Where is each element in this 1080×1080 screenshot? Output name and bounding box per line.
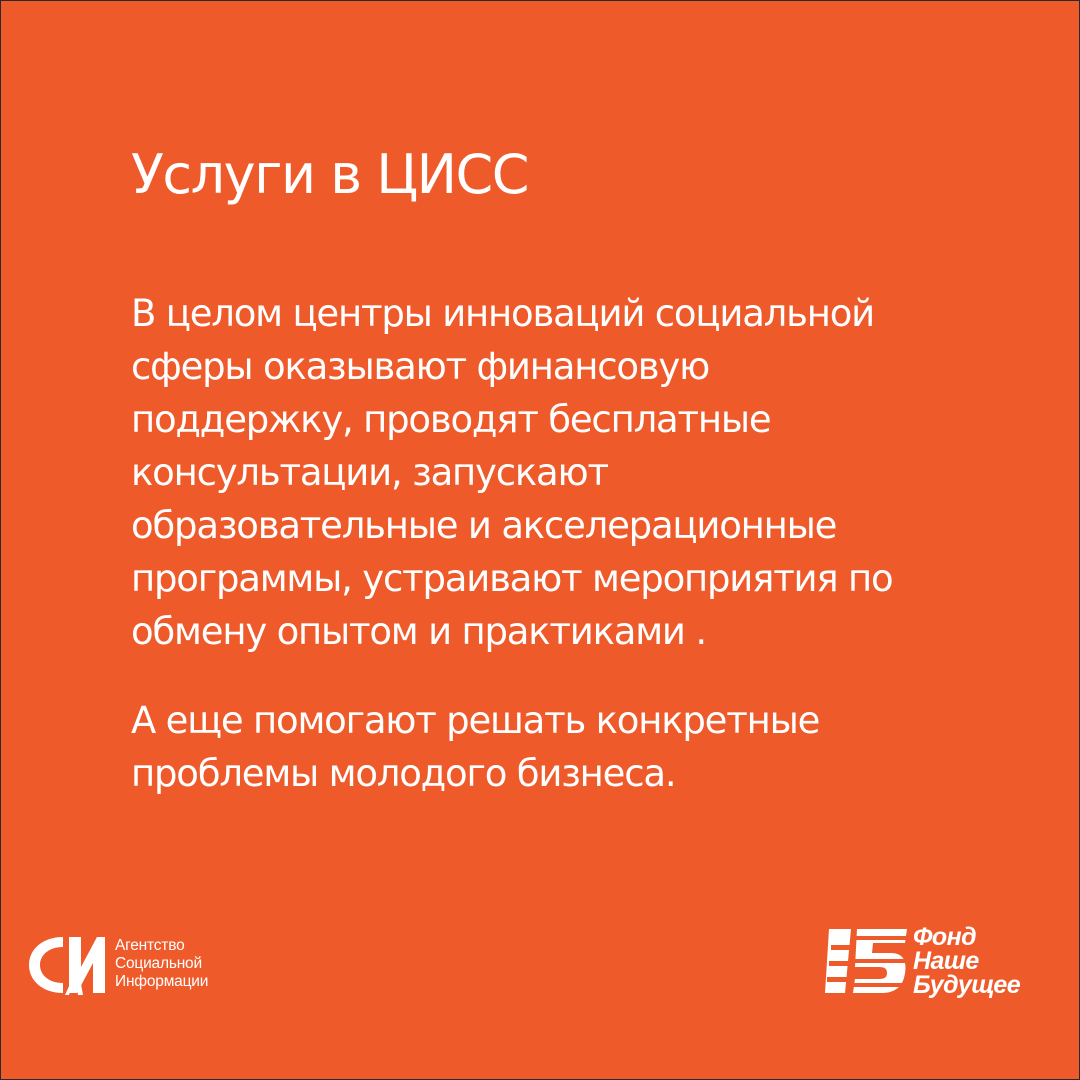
fund-15-logo-mark-icon [821, 923, 909, 999]
paragraph-line: А еще помогают решать конкретные [131, 699, 820, 742]
paragraph-line: сферы оказывают финансовую [131, 345, 710, 388]
asi-logo-text [115, 937, 208, 991]
paragraph-business-help [131, 694, 1031, 800]
asi-logo [25, 929, 208, 999]
paragraph-line: проблемы молодого бизнеса. [131, 752, 676, 795]
asi-logo-line: Социальной [115, 955, 202, 972]
paragraph-line: поддержку, проводят бесплатные [131, 398, 771, 441]
fund-logo-line: Будущее [913, 971, 1020, 999]
asi-logo-line: Информации [115, 973, 209, 990]
fund-logo-line: Наше [913, 947, 979, 975]
paragraph-line: обмену опытом и практиками . [131, 610, 706, 653]
paragraph-line: консультации, запускают [131, 451, 608, 494]
paragraph-line: образовательные и акселерационные [131, 504, 837, 547]
fund-logo [821, 921, 1020, 1001]
fund-logo-text [913, 925, 1020, 997]
slide-title: Услуги в ЦИСС [131, 143, 528, 206]
paragraph-services [131, 287, 1031, 658]
asi-logo-mark-icon [25, 931, 107, 997]
fund-logo-line: Фонд [913, 923, 976, 951]
paragraph-line: программы, устраивают мероприятия по [131, 557, 893, 600]
asi-logo-line: Агентство [115, 937, 185, 954]
paragraph-line: В целом центры инноваций социальной [131, 292, 875, 335]
